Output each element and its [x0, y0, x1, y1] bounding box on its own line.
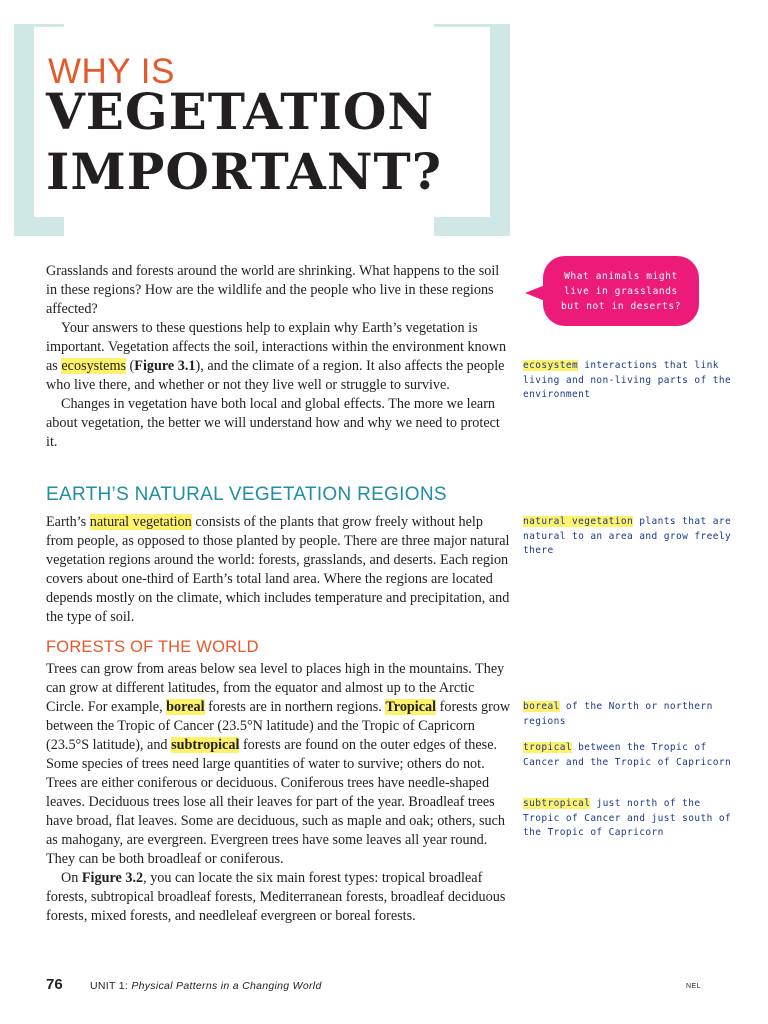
title-frame-left-gap [14, 24, 34, 236]
figure-ref-3-1: Figure 3.1 [134, 358, 196, 374]
glossary-definition: interactions that link living and non-living parts of the environment [523, 360, 732, 400]
glossary-definition: between the Tropic of Cancer and the Tropic of Capricorn [523, 742, 732, 768]
glossary-term: boreal [523, 701, 560, 712]
section-heading-forests: FORESTS OF THE WORLD [46, 638, 259, 656]
page-title-kicker: WHY IS [48, 52, 175, 91]
section2-text [46, 660, 511, 926]
title-frame-bottom-cut [64, 217, 434, 236]
footer-unit-title: Physical Patterns in a Changing World [131, 980, 322, 992]
section2-p2-text-a: On [61, 870, 82, 886]
glossary-note-subtropical [523, 797, 733, 841]
glossary-note-natural-vegetation [523, 515, 733, 559]
section2-p1-text-d: forests are found on the outer edges of these. Some species of trees need large quantities of water to survive; others do not. Trees are either coniferous or deciduous. Coniferous trees have needle-shaped leaves. Deciduous trees lose all their leaves for part of the year. Broadleaf trees have broad, flat leaves. Some are deciduous, such as maple and oak; others, such as mahogany, are evergreen. Evergreen trees have some leaves all year round. They can be both broadleaf or coniferous. [46, 737, 505, 867]
figure-ref-3-2: Figure 3.2 [81, 870, 144, 886]
footer-unit [90, 980, 322, 992]
glossary-definition: of the North or northern regions [523, 701, 713, 727]
intro-paragraph-3: Changes in vegetation have both local and global effects. The more we learn about vegetation, the better we will understand how and why we need to protect it. [46, 396, 500, 450]
section2-p1-text-b: forests are in northern regions. [204, 699, 386, 715]
section2-paragraph-2 [46, 869, 511, 926]
intro-paragraph-1: Grasslands and forests around the world are shrinking. What happens to the soil in these regions? How are the wildlife and the people who live in these regions affected? [46, 263, 500, 317]
section1-paragraph [46, 513, 511, 627]
term-subtropical: subtropical [171, 737, 240, 753]
speech-bubble-text: What animals might live in grasslands but not in deserts? [560, 270, 682, 312]
section-heading-vegetation-regions: EARTH’S NATURAL VEGETATION REGIONS [46, 484, 447, 505]
intro-text [46, 262, 511, 452]
term-boreal: boreal [166, 699, 205, 715]
speech-bubble-tail [525, 285, 545, 301]
section2-p2-text-b: , you can locate the six main forest types: tropical broadleaf forests, subtropical broadleaf forests, Mediterranean forests, broadleaf deciduous forests, mixed forests, and needleleaf evergreen or boreal forests. [46, 870, 506, 924]
section2-paragraph-1 [46, 660, 511, 869]
footer-unit-label: UNIT 1: [90, 980, 132, 992]
glossary-note-tropical [523, 741, 733, 770]
glossary-note-boreal [523, 700, 733, 729]
section2-p1-text-c: forests grow between the Tropic of Cancer (23.5°N latitude) and the Tropic of Capricorn (23.5°S latitude), and [46, 699, 511, 753]
glossary-term: tropical [523, 742, 572, 753]
term-ecosystems: ecosystems [61, 358, 126, 374]
glossary-term: subtropical [523, 798, 591, 809]
page-title [46, 82, 506, 202]
speech-bubble [543, 256, 699, 326]
section1-text-b: consists of the plants that grow freely without help from people, as opposed to those planted by people. There are three major natural vegetation regions around the world: forests, grasslands, and deserts. Each region covers about one-third of Earth’s total land area. Where the regions are located depends mostly on the climate, which includes temperature and precipitation, and the type of soil. [46, 514, 510, 625]
intro-p2-text-c: ), and the climate of a region. It also affects the people who live there, and whether or not they live well or struggle to survive. [46, 358, 505, 393]
intro-p2-text-b: ( [126, 358, 135, 374]
title-frame-top-cut [64, 24, 434, 27]
section1-text [46, 513, 511, 627]
section1-text-a: Earth’s [46, 514, 90, 530]
term-tropical: Tropical [385, 699, 437, 715]
page-number: 76 [46, 976, 63, 993]
page-title-line1: VEGETATION [46, 82, 435, 141]
glossary-note-ecosystem [523, 359, 733, 403]
term-natural-vegetation: natural vegetation [89, 514, 192, 530]
glossary-term: ecosystem [523, 360, 579, 371]
page-title-line2: IMPORTANT? [46, 142, 443, 201]
footer-publisher: NEL [686, 983, 702, 990]
glossary-definition: just north of the Tropic of Cancer and just south of the Tropic of Capricorn [523, 798, 732, 838]
section2-p1-text-a: Trees can grow from areas below sea level to places high in the mountains. They can grow at different latitudes, from the equator and almost up to the Arctic Circle. For example, [46, 661, 505, 715]
intro-p2-text-a: Your answers to these questions help to explain why Earth’s vegetation is important. Vegetation affects the soil, interactions within the environment known as [46, 320, 507, 374]
glossary-term: natural vegetation [523, 516, 634, 527]
intro-paragraph-2 [46, 319, 511, 395]
glossary-definition: plants that are natural to an area and grow freely there [523, 516, 732, 556]
